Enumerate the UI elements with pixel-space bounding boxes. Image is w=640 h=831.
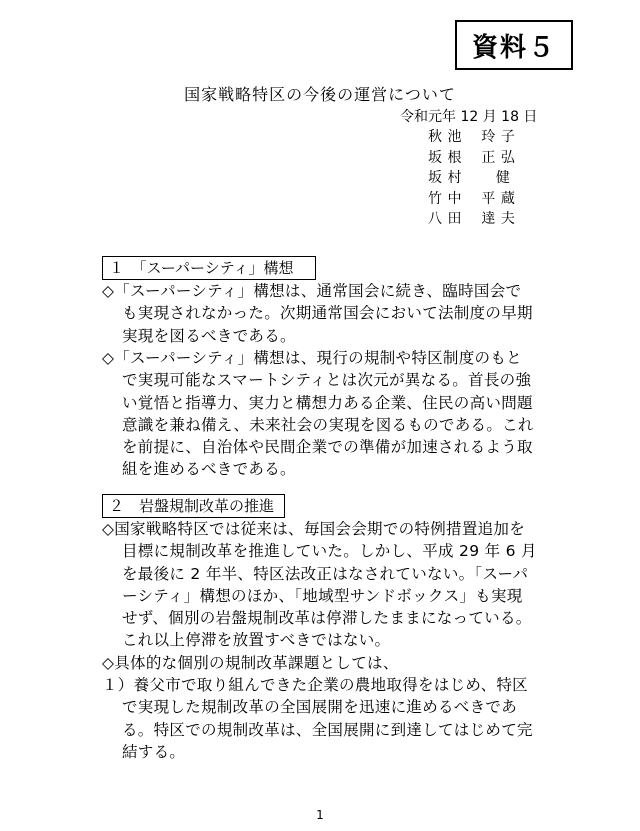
author-name: 竹 中 平 蔵 (428, 190, 516, 207)
paragraph-line: せず、個別の岩盤規制改革は停滞したままになっている。 (122, 609, 532, 628)
document-date: 令和元年 12 月 18 日 (400, 109, 538, 125)
author-name: 坂 根 正 弘 (428, 149, 516, 166)
paragraph-line: 組を進めるべきである。 (122, 460, 296, 479)
page-number: 1 (316, 808, 324, 822)
paragraph-line: ◇「スーパーシティ」構想は、現行の規制や特区制度のもと (102, 349, 522, 367)
paragraph (102, 518, 542, 652)
paragraph-line: １）養父市で取り組んできた企業の農地取得をはじめ、特区 (102, 676, 528, 694)
paragraph-line: ◇「スーパーシティ」構想は、通常国会に続き、臨時国会で (102, 282, 522, 300)
paragraph-line: 意識を兼ね備え、未来社会の実現を図るものである。これ (122, 415, 534, 434)
paragraph (102, 280, 542, 347)
paragraph-line: 結する。 (122, 742, 186, 761)
paragraph-line: を前提に、自治体や民間企業での準備が加速されるよう取 (122, 438, 533, 457)
paragraph-line: 目標に規制改革を推進していた。しかし、平成 29 年 6 月 (122, 542, 537, 561)
section-heading-bedrock-regulation: ２ 岩盤規制改革の推進 (102, 494, 285, 518)
paragraph-line: で実現可能なスマートシティとは次元が異なる。首長の強 (122, 371, 532, 390)
author-name: 坂 村 健 (428, 170, 511, 186)
paragraph-line: ◇国家戦略特区では従来は、毎国会会期での特例措置追加を (102, 520, 526, 538)
paragraph-line: を最後に 2 年半、特区法改正はなされていない。「スーパ (122, 564, 529, 583)
document-title: 国家戦略特区の今後の運営について (184, 85, 456, 104)
paragraph (102, 674, 542, 763)
paragraph (102, 347, 542, 481)
author-list (428, 127, 515, 230)
paragraph-line: ーシティ」構想のほか、「地域型サンドボックス」も実現 (122, 586, 523, 605)
paragraph-line: い覚悟と指導力、実力と構想力ある企業、住民の高い問題 (122, 393, 533, 412)
paragraph-line: ◇具体的な個別の規制改革課題としては、 (102, 654, 399, 672)
paragraph-line: も実現されなかった。次期通常国会において法制度の早期 (122, 304, 533, 323)
section-heading-super-city: １ 「スーパーシティ」構想 (102, 256, 316, 280)
paragraph-line: 実現を図るべきである。 (122, 326, 296, 345)
material-label: 資料５ (455, 20, 573, 70)
paragraph (102, 652, 542, 674)
paragraph-line: で実現した規制改革の全国展開を迅速に進めるべきであ (122, 698, 518, 717)
paragraph-line: る。特区での規制改革は、全国展開に到達してはじめて完 (122, 720, 533, 739)
author-name: 八 田 達 夫 (428, 211, 516, 227)
author-name: 秋 池 玲 子 (428, 129, 516, 145)
paragraph-line: これ以上停滞を放置すべきではない。 (122, 631, 391, 650)
